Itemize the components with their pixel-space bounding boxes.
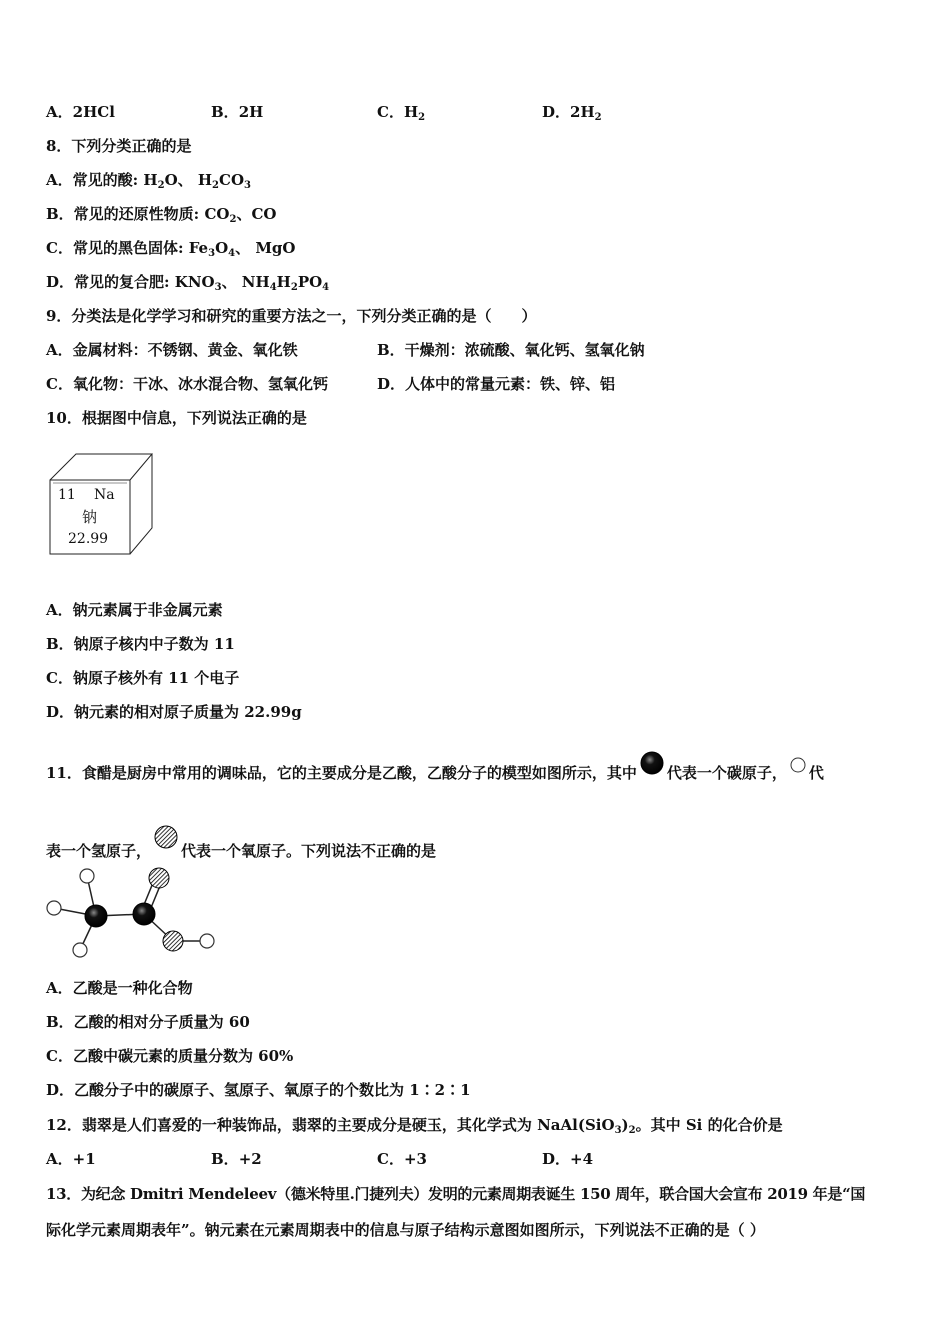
q13-stem-line1: 13．为纪念 Dmitri Mendeleev（德米特里.门捷列夫）发明的元素周期表诞生 150 周年，联合国大会宣布 2019 年是“国 [46, 1185, 866, 1203]
q7-option-c: C．$H_2$ [377, 103, 426, 123]
q11-stem-line2: 表一个氢原子， 代表一个氧原子。下列说法不正确的是 [46, 824, 436, 861]
q10-option-c: C．钠原子核外有 11 个电子 [46, 669, 240, 687]
q10-option-d: D．钠元素的相对原子质量为 22.99g [46, 703, 302, 721]
q9-option-b: B．干燥剂：浓硫酸、氧化钙、氢氧化钠 [377, 341, 645, 359]
q12-option-b: B．+2 [211, 1150, 262, 1168]
q9-option-a: A．金属材料：不锈钢、黄金、氧化铁 [46, 341, 298, 359]
q12-option-c: C．+3 [377, 1150, 427, 1168]
q12-option-d: D．+4 [542, 1150, 594, 1168]
q8-option-c: C．常见的黑色固体: $Fe_3O_4$、 MgO [46, 239, 296, 259]
element-number: 11 [58, 487, 76, 503]
q11-option-b: B．乙酸的相对分子质量为 60 [46, 1013, 250, 1031]
q9-stem: 9．分类法是化学学习和研究的重要方法之一，下列分类正确的是（ ） [46, 307, 537, 325]
q11-stem-line1: 11．食醋是厨房中常用的调味品，它的主要成分是乙酸，乙酸分子的模型如图所示，其中 代表一个碳原子， 代 [46, 750, 824, 783]
oxygen-atom-icon [153, 824, 179, 850]
hydrogen-atom-icon [789, 756, 807, 774]
q7-option-b: B．2H [211, 103, 264, 121]
element-cube-diagram [46, 450, 158, 558]
q12-option-a: A．+1 [46, 1150, 96, 1168]
q8-stem: 8．下列分类正确的是 [46, 137, 192, 155]
carbon-atom-icon [639, 750, 665, 776]
element-name: 钠 [82, 508, 98, 526]
element-symbol: Na [94, 487, 115, 503]
q7-option-a: A．2HCl [46, 103, 115, 121]
q9-option-d: D．人体中的常量元素：铁、锌、铝 [377, 375, 616, 393]
q11-option-a: A．乙酸是一种化合物 [46, 979, 193, 997]
acetic-acid-molecule-model [40, 862, 220, 962]
q9-option-c: C．氧化物：干冰、冰水混合物、氢氧化钙 [46, 375, 328, 393]
element-mass: 22.99 [68, 531, 109, 547]
q10-option-b: B．钠原子核内中子数为 11 [46, 635, 235, 653]
q12-stem: 12．翡翠是人们喜爱的一种装饰品，翡翠的主要成分是硬玉，其化学式为 $NaAl(SiO_3)_2$。其中 Si 的化合价是 [46, 1116, 783, 1136]
q8-option-d: D．常见的复合肥: $KNO_3$、 $NH_4H_2PO_4$ [46, 273, 330, 293]
q10-option-a: A．钠元素属于非金属元素 [46, 601, 223, 619]
q11-option-d: D．乙酸分子中的碳原子、氢原子、氧原子的个数比为 1∶2∶1 [46, 1081, 471, 1099]
q10-stem: 10．根据图中信息，下列说法正确的是 [46, 409, 307, 427]
q13-stem-line2: 际化学元素周期表年”。钠元素在元素周期表中的信息与原子结构示意图如图所示，下列说法不正确的是（ ） [46, 1221, 765, 1239]
q11-option-c: C．乙酸中碳元素的质量分数为 60% [46, 1047, 294, 1065]
q8-option-b: B．常见的还原性物质: $CO_2$、CO [46, 205, 277, 225]
q7-option-d: D．$2H_2$ [542, 103, 602, 123]
q8-option-a: A．常见的酸: $H_2O$、 $H_2CO_3$ [46, 171, 251, 191]
